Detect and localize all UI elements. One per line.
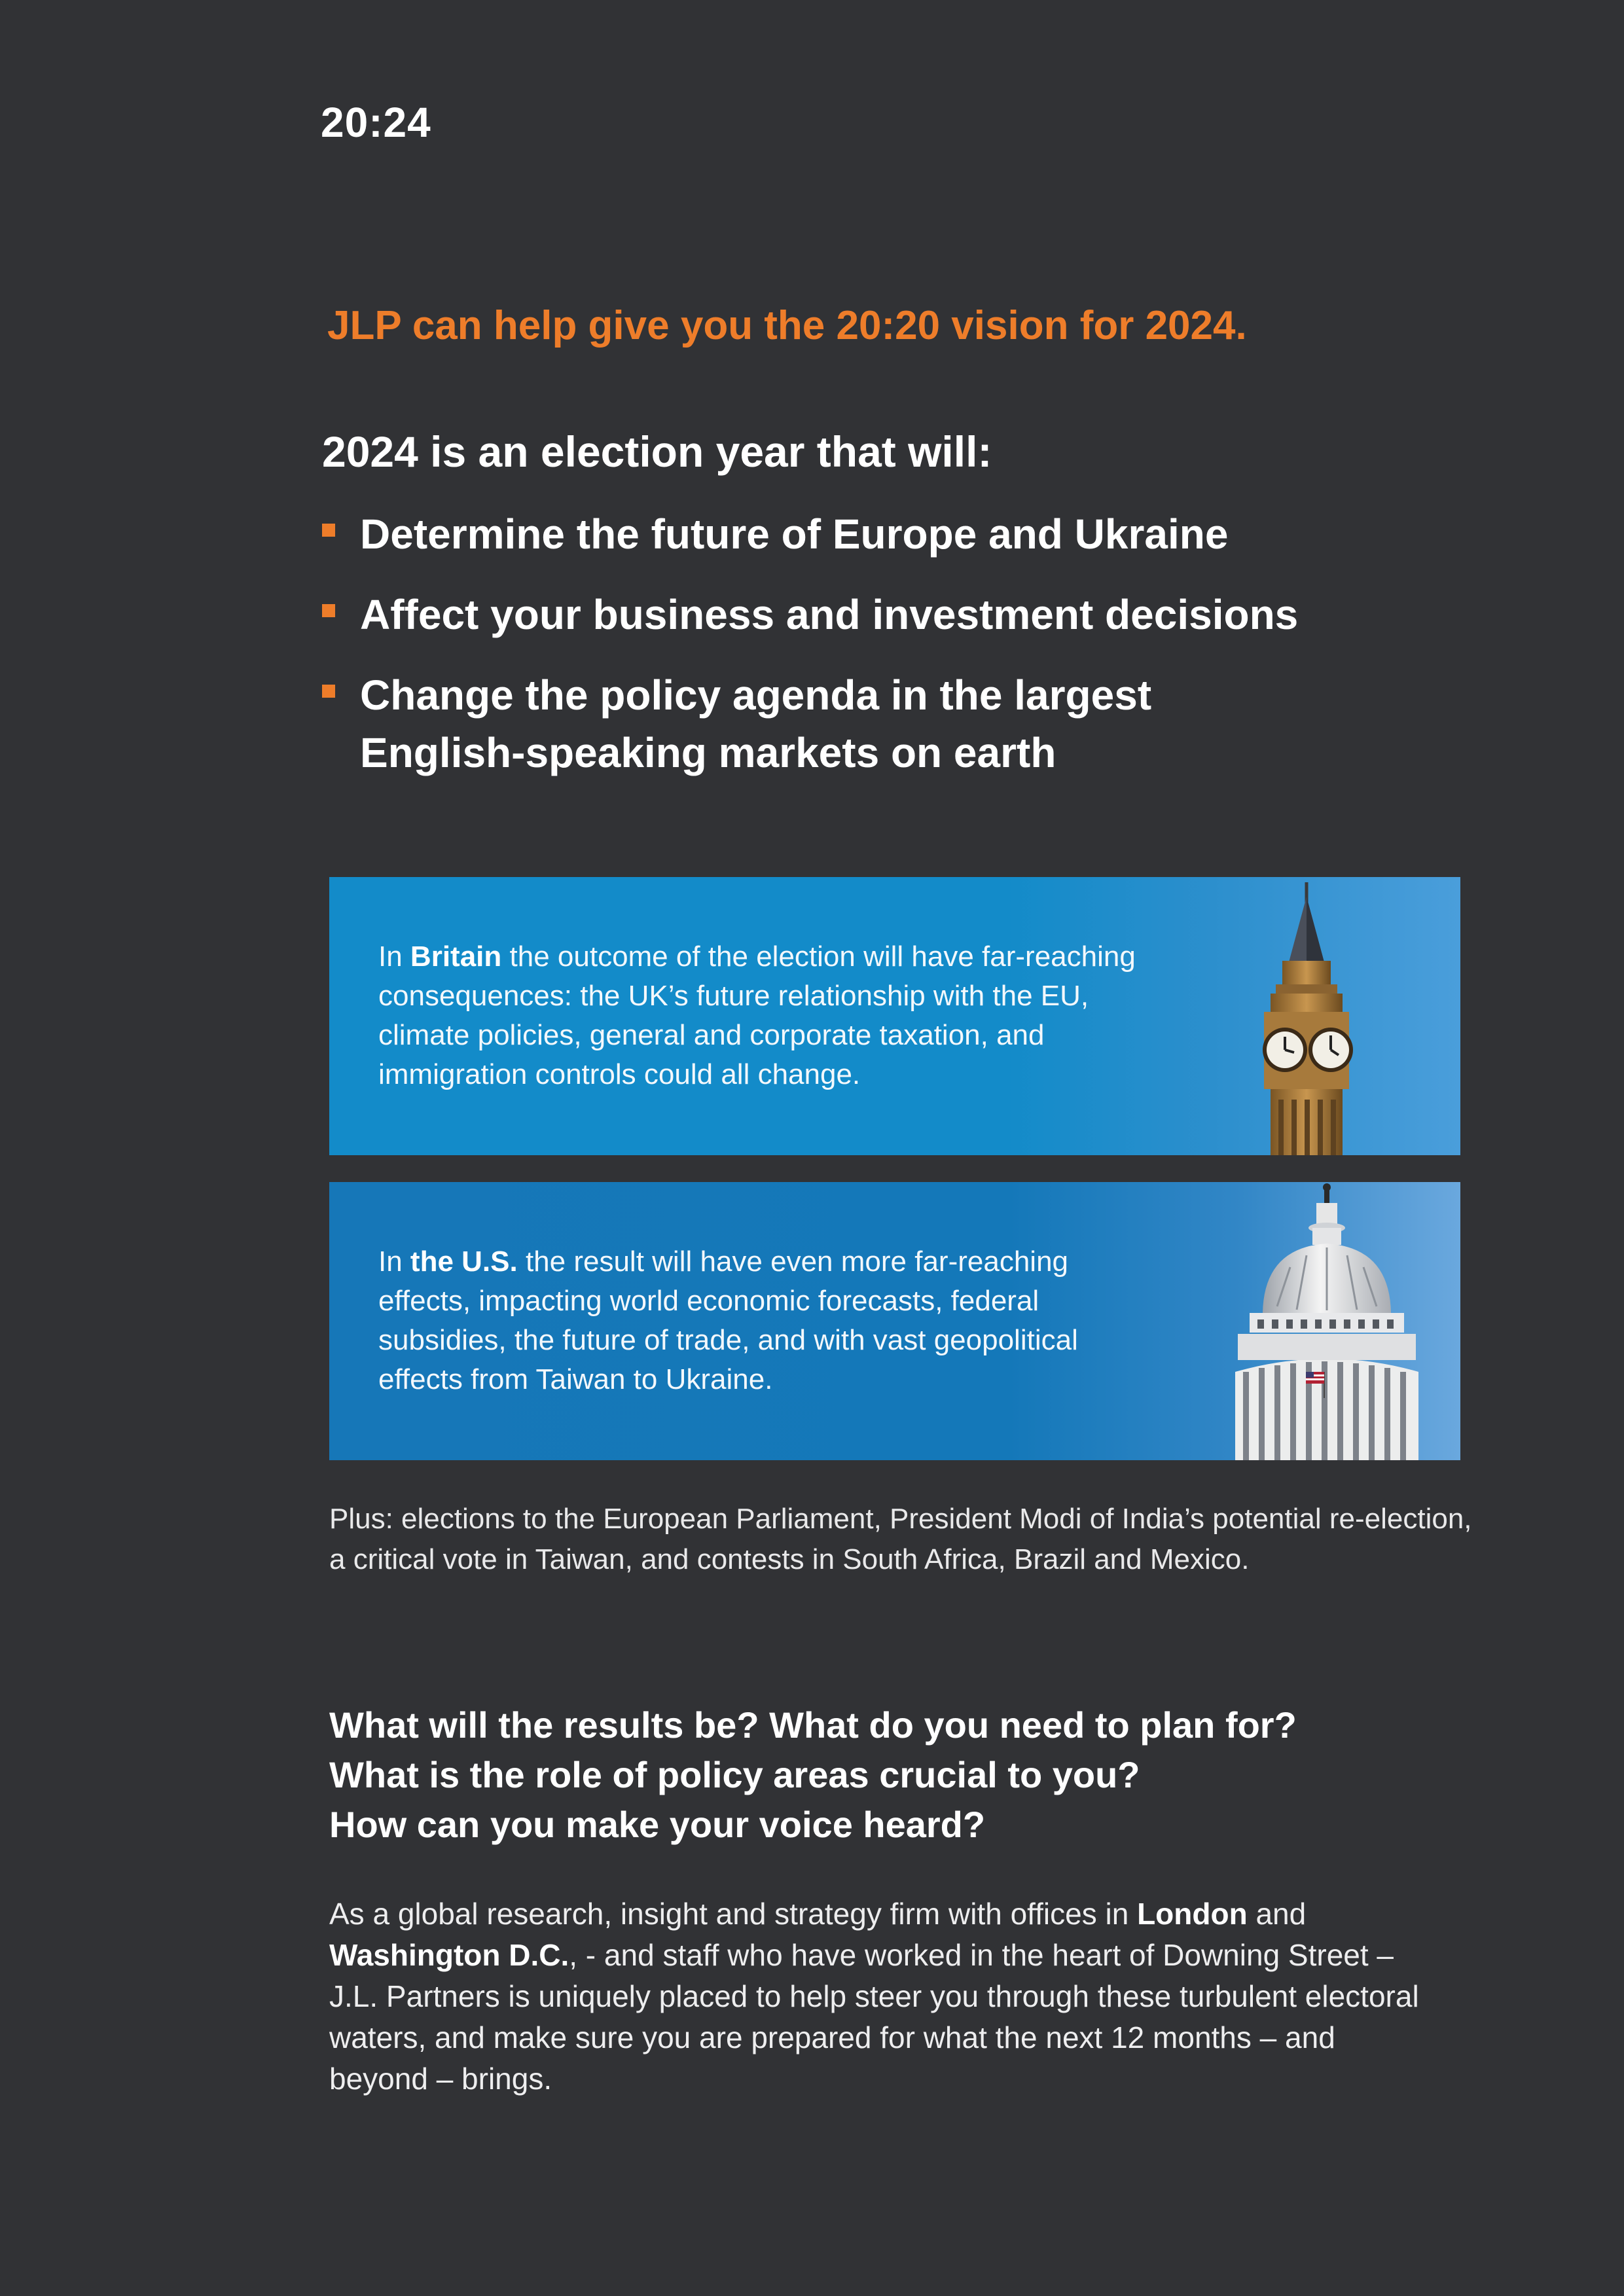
tagline: JLP can help give you the 20:20 vision for 2024. bbox=[327, 303, 1247, 348]
list-item bbox=[322, 666, 1276, 781]
question-line: What is the role of policy areas crucial to you? bbox=[329, 1754, 1140, 1795]
body-paragraph: As a global research, insight and strategy firm with offices in London and Washington D.C., - and staff who have worked in the heart of Downing Street – J.L. Partners is uniquely placed to help steer you through these turbulent electoral waters, and make sure you are prepared for what the next 12 months – and beyond – brings. bbox=[329, 1897, 1419, 2096]
question-line: What will the results be? What do you need to plan for? bbox=[329, 1704, 1297, 1746]
bullet-square-icon bbox=[322, 685, 335, 698]
us-text: In the U.S. the result will have even more far-reaching effects, impacting world economic forecasts, federal subsidies, the future of trade, and with vast geopolitical effects from Taiwan to Ukraine. bbox=[378, 1246, 1078, 1395]
logo: 20:24 bbox=[321, 99, 431, 146]
bullet-text: Change the policy agenda in the largest English-speaking markets on earth bbox=[360, 672, 1152, 776]
big-ben-icon bbox=[1172, 877, 1460, 1155]
britain-panel bbox=[329, 877, 1460, 1155]
bullet-text: Affect your business and investment decisions bbox=[360, 591, 1299, 638]
bullet-square-icon bbox=[322, 524, 335, 537]
britain-text: In Britain the outcome of the election will have far-reaching consequences: the UK’s future relationship with the EU, climate policies, general and corporate taxation, and immigration controls could all change. bbox=[378, 941, 1136, 1090]
bullet-square-icon bbox=[322, 604, 335, 617]
questions-block bbox=[329, 1700, 1297, 1850]
bullet-text: Determine the future of Europe and Ukraine bbox=[360, 511, 1229, 558]
list-item bbox=[322, 505, 1435, 563]
us-panel bbox=[329, 1182, 1460, 1460]
lead-heading: 2024 is an election year that will: bbox=[322, 427, 992, 476]
plus-paragraph: Plus: elections to the European Parliament, President Modi of India’s potential re-election, a critical vote in Taiwan, and contests in South Africa, Brazil and Mexico. bbox=[329, 1503, 1472, 1575]
capitol-dome-icon bbox=[1172, 1182, 1460, 1460]
list-item bbox=[322, 586, 1435, 643]
question-line: How can you make your voice heard? bbox=[329, 1804, 986, 1845]
bullet-list bbox=[322, 505, 1435, 804]
